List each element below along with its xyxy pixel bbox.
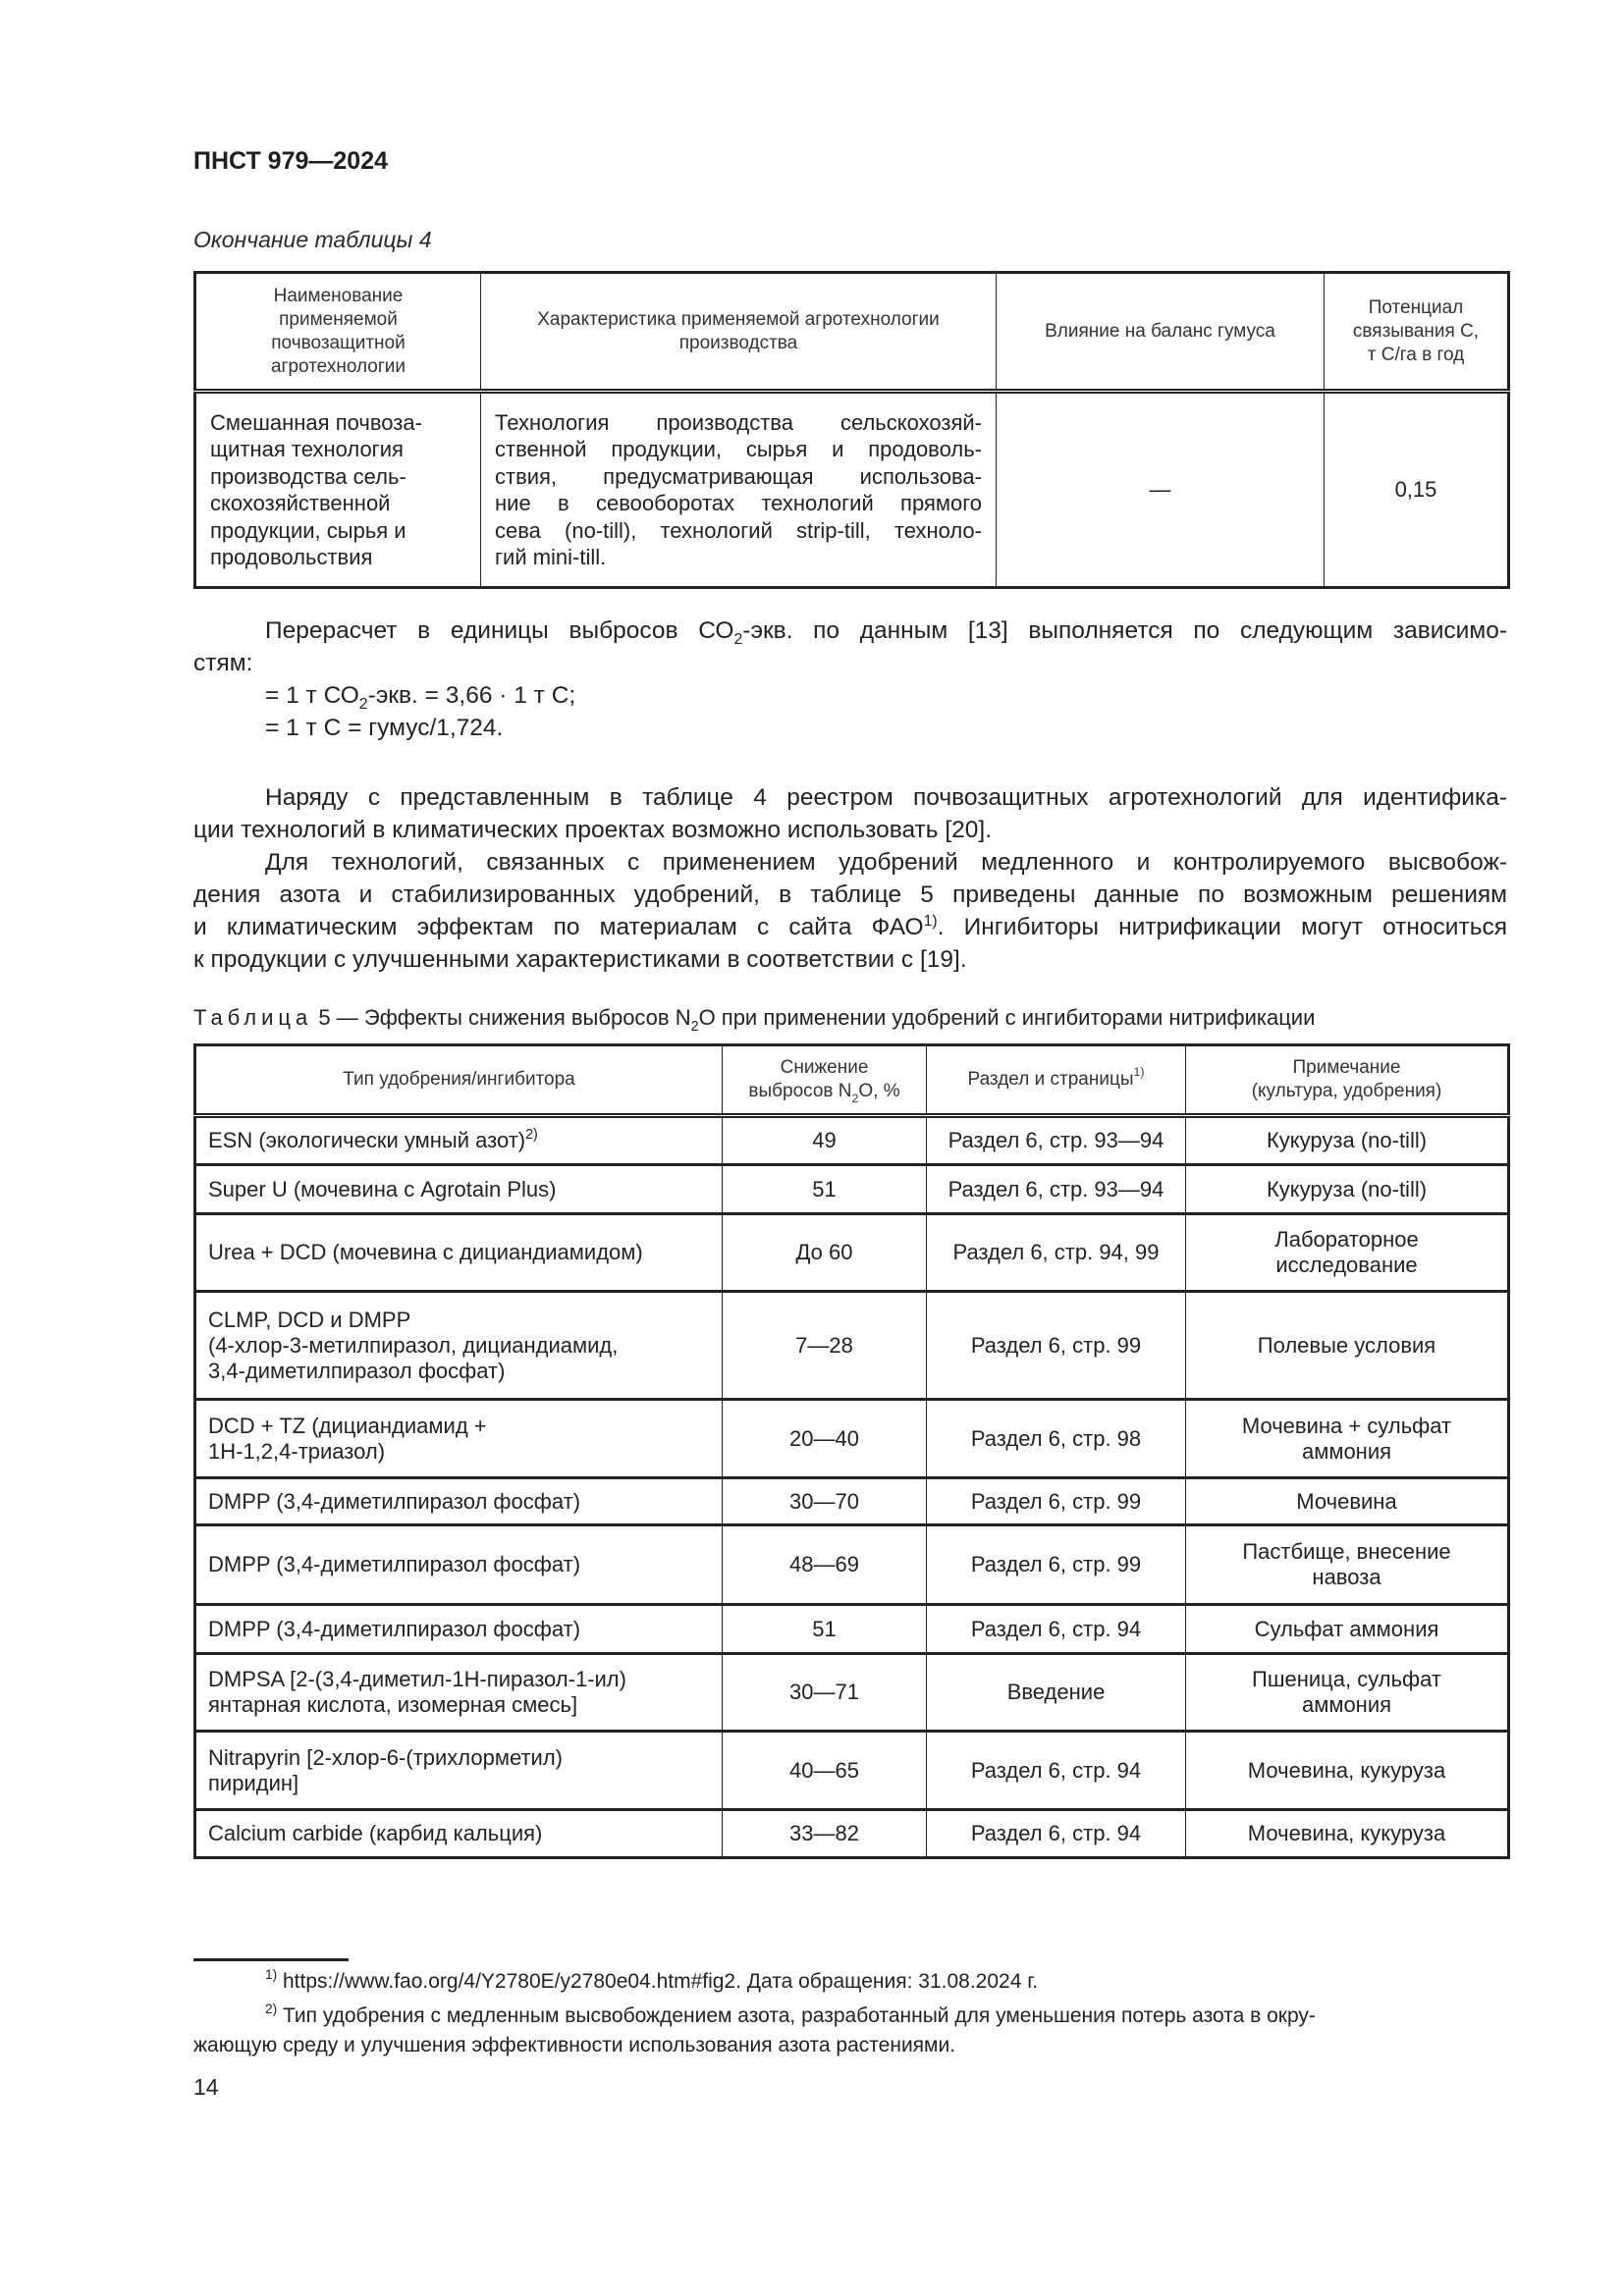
footnote-text: Тип удобрения с медленным высвобождением азота, разработанный для уменьшения потерь азота в окру- xyxy=(282,2004,1316,2027)
subscript: 2 xyxy=(851,1092,859,1105)
table-row xyxy=(195,1605,1509,1654)
text-line: применяемой xyxy=(279,308,398,330)
text: ESN (экологически умный азот) xyxy=(208,1128,526,1152)
table-4 xyxy=(193,271,1510,589)
text: DCD + TZ (дициандиамид + xyxy=(208,1413,487,1438)
table5-cell-note xyxy=(1186,1605,1509,1654)
text-line: производства xyxy=(678,332,798,353)
text: = 1 т С = гумус/1,724. xyxy=(265,715,504,741)
footnote-ref[interactable]: 2) xyxy=(525,1127,538,1143)
table5-cell-reduction: 40—65 xyxy=(723,1732,927,1810)
table5-cell-note xyxy=(1186,1116,1509,1165)
text: (4-хлор-3-метилпиразол, дициандиамид, xyxy=(208,1332,619,1358)
table5-cell-note xyxy=(1186,1810,1509,1858)
text: Urea + DCD (мочевина с дициандиамидом) xyxy=(208,1240,643,1264)
caption-number: 5 xyxy=(318,1005,331,1030)
table5-cell-note xyxy=(1186,1400,1509,1478)
table4-cell-humus-balance: — xyxy=(997,392,1325,588)
text: Примечание xyxy=(1292,1057,1401,1078)
table-row xyxy=(195,1732,1509,1810)
text-line: щитная технология xyxy=(210,437,404,461)
text: DMPSA [2-(3,4-диметил-1H-пиразол-1-ил) xyxy=(208,1667,626,1691)
table-row xyxy=(195,1165,1509,1214)
footnote-2 xyxy=(193,2002,1507,2060)
text: Для технологий, связанных с применением удобрений медленного и контролируемого высвобож- xyxy=(265,849,1507,876)
table5-cell-note xyxy=(1186,1478,1509,1525)
paragraph-line xyxy=(193,846,1507,879)
caption-text: О при применении удобрений с ингибиторами нитрификации xyxy=(698,1005,1316,1030)
text-line: Наименование xyxy=(273,285,404,306)
table-row xyxy=(195,1116,1509,1165)
table5-header-section xyxy=(927,1045,1186,1116)
conversion-formula-1 xyxy=(193,679,1507,712)
footnote-ref[interactable]: 1) xyxy=(923,913,938,930)
table5-cell-type xyxy=(195,1525,723,1605)
table-row xyxy=(195,1292,1509,1400)
text-line: продовольствия xyxy=(210,545,373,569)
table5-cell-reduction: 51 xyxy=(723,1605,927,1654)
text: аммония xyxy=(1301,1692,1392,1717)
table4-continuation-caption: Окончание таблицы 4 xyxy=(193,227,432,252)
table5-cell-section: Раздел 6, стр. 94 xyxy=(927,1810,1186,1858)
table5-cell-note xyxy=(1186,1165,1509,1214)
text: CLMP, DCD и DMPP xyxy=(208,1307,411,1332)
text: Мочевина + сульфат xyxy=(1241,1413,1452,1438)
table5-cell-reduction: 30—70 xyxy=(723,1478,927,1525)
table5-cell-type xyxy=(195,1732,723,1810)
footnote-marker: 1) xyxy=(265,1967,278,1982)
table5-body xyxy=(195,1116,1509,1858)
table5-cell-type xyxy=(195,1605,723,1654)
text: аммония xyxy=(1301,1438,1392,1464)
table5-cell-section: Раздел 6, стр. 99 xyxy=(927,1478,1186,1525)
table5-cell-note xyxy=(1186,1654,1509,1732)
table5-cell-type xyxy=(195,1810,723,1858)
text-line: Потенциал xyxy=(1368,296,1464,318)
footnote-marker: 2) xyxy=(265,2002,278,2016)
text: DMPP (3,4-диметилпиразол фосфат) xyxy=(208,1616,581,1641)
subscript: 2 xyxy=(690,1019,699,1035)
table-row xyxy=(195,1400,1509,1478)
text: Super U (мочевина с Agrotain Plus) xyxy=(208,1176,557,1201)
table5-cell-section: Раздел 6, стр. 99 xyxy=(927,1525,1186,1605)
table5-cell-section: Раздел 6, стр. 94 xyxy=(927,1732,1186,1810)
table5-cell-section: Раздел 6, стр. 94, 99 xyxy=(927,1214,1186,1292)
paragraph-line xyxy=(193,911,1507,943)
text-line: Смешанная почвоза- xyxy=(210,409,422,435)
table4-cell-technology xyxy=(195,392,481,588)
table5-header-type: Тип удобрения/ингибитора xyxy=(195,1045,723,1116)
table4-header-row xyxy=(195,273,1509,392)
subscript: 2 xyxy=(358,696,368,713)
conversion-paragraph xyxy=(193,614,1507,744)
table5-header-row xyxy=(195,1045,1509,1116)
table4-header-humus-balance xyxy=(997,273,1325,392)
text: O, % xyxy=(858,1081,900,1101)
table5-cell-type xyxy=(195,1214,723,1292)
text: Снижение xyxy=(780,1057,869,1078)
text: выбросов N xyxy=(748,1081,852,1101)
table5-cell-reduction: 51 xyxy=(723,1165,927,1214)
table5-cell-reduction: 48—69 xyxy=(723,1525,927,1605)
table5-cell-reduction: 33—82 xyxy=(723,1810,927,1858)
table5-cell-reduction: 30—71 xyxy=(723,1654,927,1732)
table-row xyxy=(195,392,1509,588)
table-5 xyxy=(193,1043,1510,1859)
text-line: ствия, предусматривающая использова- xyxy=(495,463,982,489)
text-line: ственной продукции, сырья и продоволь- xyxy=(495,437,982,461)
caption-text: — Эффекты снижения выбросов N xyxy=(336,1005,691,1030)
table5-cell-reduction: 20—40 xyxy=(723,1400,927,1478)
text: Мочевина, кукуруза xyxy=(1247,1757,1446,1783)
text: Перерасчет в единицы выбросов СО xyxy=(265,617,734,644)
text: исследование xyxy=(1275,1253,1418,1277)
text: Наряду с представленным в таблице 4 реестром почвозащитных агротехнологий для идентифика- xyxy=(265,784,1507,811)
table5-cell-reduction: 7—28 xyxy=(723,1292,927,1400)
text: -экв. по данным [13] выполняется по следующим зависимо- xyxy=(742,617,1507,644)
table5-cell-note xyxy=(1186,1732,1509,1810)
table4-header-carbon-potential xyxy=(1325,273,1509,392)
table5-cell-type xyxy=(195,1478,723,1525)
text: Calcium carbide (карбид кальция) xyxy=(208,1821,543,1845)
text-line: Характеристика применяемой агротехнологии xyxy=(537,308,940,330)
table5-header-reduction xyxy=(723,1045,927,1116)
table-row xyxy=(195,1654,1509,1732)
table5-cell-section: Раздел 6, стр. 99 xyxy=(927,1292,1186,1400)
text: -экв. = 3,66 · 1 т С; xyxy=(367,682,576,709)
footnote-text: https://www.fao.org/4/Y2780E/y2780e04.htm#fig2. Дата обращения: 31.08.2024 г. xyxy=(282,1970,1039,1993)
text: Кукуруза (no-till) xyxy=(1266,1176,1428,1201)
table5-cell-section: Раздел 6, стр. 93—94 xyxy=(927,1165,1186,1214)
table5-cell-type xyxy=(195,1292,723,1400)
paragraph-line: ции технологий в климатических проектах возможно использовать [20]. xyxy=(193,817,993,843)
conversion-formula-2 xyxy=(193,712,1507,744)
text: и климатическим эффектам по материалам с сайта ФАО xyxy=(193,914,924,940)
footnote-ref[interactable]: 1) xyxy=(1133,1065,1145,1079)
table5-cell-type xyxy=(195,1400,723,1478)
table4-header-technology xyxy=(195,273,481,392)
text-line: Технология производства сельскохозяй- xyxy=(495,409,982,435)
table5-cell-section: Раздел 6, стр. 98 xyxy=(927,1400,1186,1478)
text: DMPP (3,4-диметилпиразол фосфат) xyxy=(208,1488,581,1514)
table4-cell-carbon-potential: 0,15 xyxy=(1325,392,1509,588)
text: Мочевина xyxy=(1296,1488,1397,1514)
text-line: т С/га в год xyxy=(1367,344,1465,365)
table5-header-note xyxy=(1186,1045,1509,1116)
text: Пастбище, внесение xyxy=(1242,1539,1451,1564)
paragraph-line: к продукции с улучшенными характеристиками в соответствии с [19]. xyxy=(193,946,967,973)
table5-cell-reduction: До 60 xyxy=(723,1214,927,1292)
table-row xyxy=(195,1525,1509,1605)
text: Мочевина, кукуруза xyxy=(1247,1821,1446,1845)
text-line: сева (no-till), технологий strip-till, техноло- xyxy=(495,517,982,543)
text-line: связывания С, xyxy=(1352,320,1480,342)
table-row xyxy=(195,1478,1509,1525)
text-line: продукции, сырья и xyxy=(210,517,406,543)
table5-cell-type xyxy=(195,1654,723,1732)
text: DMPP (3,4-диметилпиразол фосфат) xyxy=(208,1552,581,1576)
table5-cell-reduction: 49 xyxy=(723,1116,927,1165)
text: (культура, удобрения) xyxy=(1251,1081,1442,1101)
text-line: гий mini-till. xyxy=(495,545,607,569)
text: Кукуруза (no-till) xyxy=(1266,1128,1428,1152)
text-line: скохозяйственной xyxy=(210,491,391,515)
caption-label: Таблица xyxy=(193,1005,313,1030)
table5-cell-section: Раздел 6, стр. 93—94 xyxy=(927,1116,1186,1165)
page-number: 14 xyxy=(193,2074,219,2100)
table5-cell-type xyxy=(195,1116,723,1165)
text-line: агротехнологии xyxy=(270,355,406,377)
text: Полевые условия xyxy=(1257,1332,1436,1358)
text: пиридин] xyxy=(208,1770,299,1795)
text: Nitrapyrin [2-хлор-6-(трихлорметил) xyxy=(208,1744,564,1770)
footnote-divider xyxy=(193,1958,349,1961)
subscript: 2 xyxy=(733,631,743,648)
table4-cell-description xyxy=(481,392,997,588)
footnote-1 xyxy=(193,1967,1507,1997)
paragraph-registry xyxy=(193,781,1507,846)
conversion-intro-line2: стям: xyxy=(193,650,253,676)
text: 1H-1,2,4-триазол) xyxy=(208,1438,386,1464)
text: Лабораторное xyxy=(1274,1227,1419,1252)
table5-cell-note xyxy=(1186,1214,1509,1292)
text: 3,4-диметилпиразол фосфат) xyxy=(208,1358,506,1383)
text-line: Влияние на баланс гумуса xyxy=(1045,320,1275,342)
text-line: почвозащитной xyxy=(271,332,406,353)
table5-caption xyxy=(193,1005,1316,1035)
table-row xyxy=(195,1810,1509,1858)
table5-cell-section: Раздел 6, стр. 94 xyxy=(927,1605,1186,1654)
table5-cell-section: Введение xyxy=(927,1654,1186,1732)
paragraph-line xyxy=(193,781,1507,814)
conversion-intro-line1 xyxy=(193,614,1507,647)
text: = 1 т СО xyxy=(265,682,359,709)
document-code: ПНСТ 979—2024 xyxy=(193,147,388,175)
text-line: производства сель- xyxy=(210,463,406,489)
text: янтарная кислота, изомерная смесь] xyxy=(208,1692,578,1717)
table5-cell-note xyxy=(1186,1525,1509,1605)
text: Сульфат аммония xyxy=(1254,1616,1439,1641)
table4-header-description xyxy=(481,273,997,392)
footnote-text: жающую среду и улучшения эффективности использования азота растениями. xyxy=(193,2034,956,2056)
paragraph-fertilizers xyxy=(193,846,1507,976)
text-line: ние в севооборотах технологий прямого xyxy=(495,491,982,515)
text: Пшеница, сульфат xyxy=(1252,1667,1441,1691)
table5-cell-note xyxy=(1186,1292,1509,1400)
text: навоза xyxy=(1312,1565,1381,1589)
text: . Ингибиторы нитрификации могут относиться xyxy=(937,914,1507,940)
paragraph-line: дения азота и стабилизированных удобрений, в таблице 5 приведены данные по возможным решениям xyxy=(193,881,1507,908)
text: Раздел и страницы xyxy=(967,1069,1134,1090)
table-row xyxy=(195,1214,1509,1292)
table5-cell-type xyxy=(195,1165,723,1214)
